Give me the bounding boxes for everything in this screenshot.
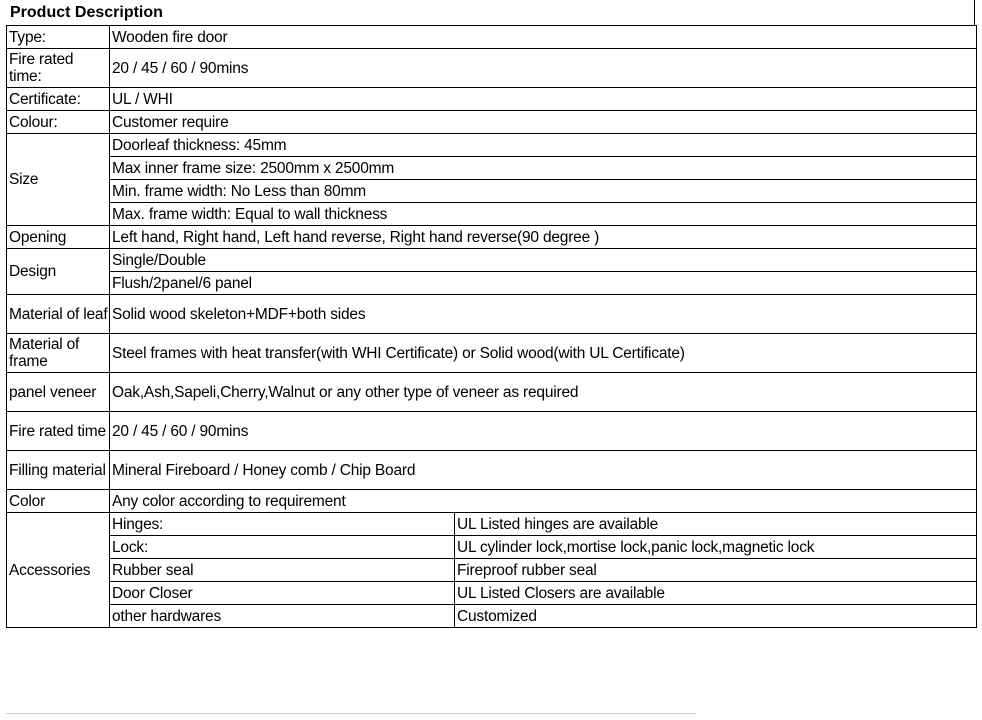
size-max-frame-width: Max. frame width: Equal to wall thickness: [110, 203, 977, 226]
row-label-material-leaf: Material of leaf: [7, 295, 110, 334]
table-row: [7, 203, 977, 226]
row-label-design: Design: [7, 249, 110, 295]
accessory-name-lock: Lock:: [110, 536, 455, 559]
size-doorleaf-thickness: Doorleaf thickness: 45mm: [110, 134, 977, 157]
row-label-certificate: Certificate:: [7, 88, 110, 111]
table-row: [7, 451, 977, 490]
row-label-fire-rated-time-2: Fire rated time: [7, 412, 110, 451]
table-row: [7, 536, 977, 559]
table-row: [7, 88, 977, 111]
row-label-opening: Opening: [7, 226, 110, 249]
row-label-size: Size: [7, 134, 110, 226]
row-label-filling-material: Filling material: [7, 451, 110, 490]
product-description-table: [6, 25, 977, 628]
accessory-value-hinges: UL Listed hinges are available: [455, 513, 977, 536]
table-row: [7, 373, 977, 412]
accessory-name-other-hardwares: other hardwares: [110, 605, 455, 628]
row-label-fire-rated-time: Fire rated time:: [7, 49, 110, 88]
row-value-opening: Left hand, Right hand, Left hand reverse, Right hand reverse(90 degree ): [110, 226, 977, 249]
accessory-value-door-closer: UL Listed Closers are available: [455, 582, 977, 605]
size-max-inner-frame: Max inner frame size: 2500mm x 2500mm: [110, 157, 977, 180]
row-label-colour: Colour:: [7, 111, 110, 134]
row-value-certificate: UL / WHI: [110, 88, 977, 111]
table-row: [7, 157, 977, 180]
design-single-double: Single/Double: [110, 249, 977, 272]
accessory-name-door-closer: Door Closer: [110, 582, 455, 605]
table-row: [7, 180, 977, 203]
size-min-frame-width: Min. frame width: No Less than 80mm: [110, 180, 977, 203]
table-row: [7, 582, 977, 605]
table-row: [7, 334, 977, 373]
table-row: [7, 605, 977, 628]
table-row: [7, 49, 977, 88]
row-label-color: Color: [7, 490, 110, 513]
table-row: [7, 111, 977, 134]
row-value-material-leaf: Solid wood skeleton+MDF+both sides: [110, 295, 977, 334]
table-row: [7, 490, 977, 513]
row-label-type: Type:: [7, 26, 110, 49]
table-row: [7, 134, 977, 157]
row-value-type: Wooden fire door: [110, 26, 977, 49]
row-value-fire-rated-time-2: 20 / 45 / 60 / 90mins: [110, 412, 977, 451]
table-row: [7, 559, 977, 582]
table-row: [7, 412, 977, 451]
image-bottom-crop: [0, 713, 982, 720]
table-row: [7, 295, 977, 334]
row-value-filling-material: Mineral Fireboard / Honey comb / Chip Board: [110, 451, 977, 490]
row-value-material-frame: Steel frames with heat transfer(with WHI Certificate) or Solid wood(with UL Certificate): [110, 334, 977, 373]
design-panel: Flush/2panel/6 panel: [110, 272, 977, 295]
table-row: [7, 26, 977, 49]
page-title: Product Description: [9, 0, 975, 25]
table-row: [7, 249, 977, 272]
table-row: [7, 226, 977, 249]
row-value-fire-rated-time: 20 / 45 / 60 / 90mins: [110, 49, 977, 88]
accessory-value-lock: UL cylinder lock,mortise lock,panic lock,magnetic lock: [455, 536, 977, 559]
table-row: [7, 513, 977, 536]
table-row: [7, 272, 977, 295]
crop-edge-line: [6, 713, 696, 714]
row-label-accessories: Accessories: [7, 513, 110, 628]
row-value-colour: Customer require: [110, 111, 977, 134]
row-label-panel-veneer: panel veneer: [7, 373, 110, 412]
row-label-material-frame: Material of frame: [7, 334, 110, 373]
row-value-color: Any color according to requirement: [110, 490, 977, 513]
accessory-name-hinges: Hinges:: [110, 513, 455, 536]
row-value-panel-veneer: Oak,Ash,Sapeli,Cherry,Walnut or any other type of veneer as required: [110, 373, 977, 412]
accessory-value-other-hardwares: Customized: [455, 605, 977, 628]
accessory-value-rubber-seal: Fireproof rubber seal: [455, 559, 977, 582]
accessory-name-rubber-seal: Rubber seal: [110, 559, 455, 582]
